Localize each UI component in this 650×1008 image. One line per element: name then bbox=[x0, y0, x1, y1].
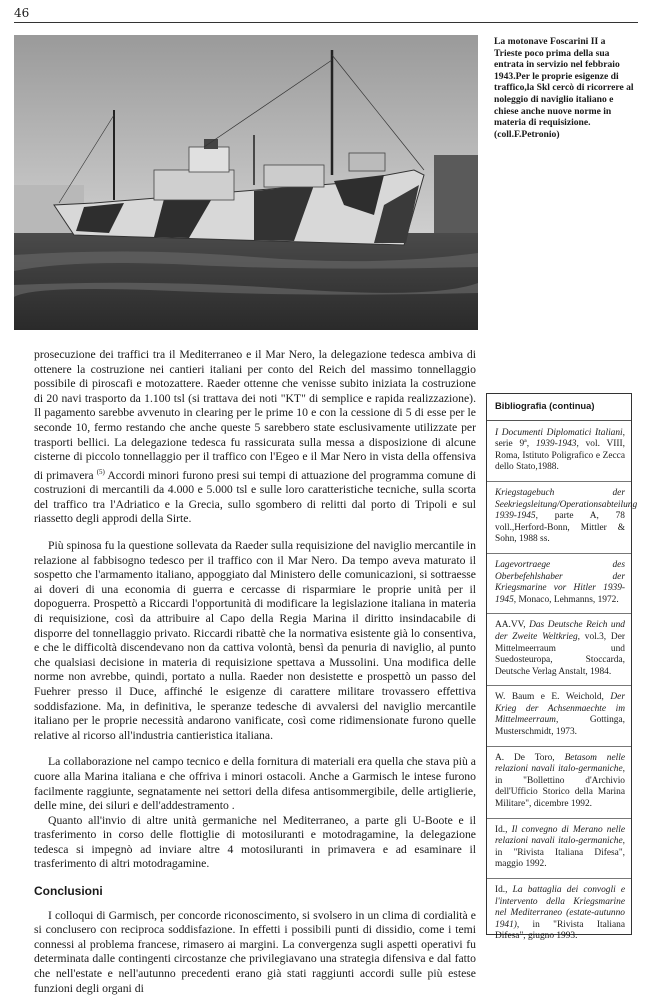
paragraph-2: Più spinosa fu la questione sollevata da Raeder sulla requisizione del naviglio mercantile in relazione al fabbisogno tedesco per il traffico con il Mar Nero. Da tempo aveva maturato il sospetto che l'armamento italiano, appoggiato dal Ministero delle comunicazioni, si sottraesse ai doveri di una economia di guerra e cercasse di risparmiare le proprie unità per il dopoguerra. Prospettò a Riccardi l'opportunità di modificare la legislazione italiana in materia di requisizione, così da attribuire al Capo della Regia Marina il diritto insindacabile di disporre del tonnellaggio privato. Riccardi ribattè che la normativa esistente già lo consentiva, e che le difficoltà discendevano non da cattiva volontà, bensì da penuria di naviglio, al punto che qualsiasi decisione in materia di requisizione spettava a Mussolini. Una modifica delle norme non avrebbe, quindi, portato a nulla. Raeder non desistette e prospettò un passo del Fuehrer presso il Duce, affinché le esigenze di carattere militare trovassero effettiva soddisfazione. Ma, in definitiva, le speranze tedesche di avvalersi del naviglio mercantile italiano per le proprie necessità andarono vanificate, così come ridimensionate furono quelle relative al ricorso all'industria cantieristica italiana. bbox=[34, 539, 476, 742]
entry-title: Il convegno di Merano nelle relazioni navali italo-germaniche bbox=[495, 824, 626, 847]
entry-separator bbox=[487, 613, 631, 614]
entry-title: I Documenti Diplomatici Italiani bbox=[495, 427, 623, 438]
entry-text: A. De Toro, bbox=[495, 752, 565, 763]
bibliography-title: Bibliografia (continua) bbox=[495, 400, 595, 411]
paragraph-1 bbox=[34, 348, 476, 527]
entry-text: , in "Bollettino d'Archivio dell'Ufficio Storico della Marina Militare", dicembre 1992. bbox=[495, 764, 625, 810]
entry-title: Der Krieg der Achsenmaechte im Mittelmeerraum bbox=[495, 692, 625, 726]
entry-title: Das Deutsche Reich und der Zweite Weltkrieg bbox=[495, 620, 625, 642]
page-number: 46 bbox=[14, 6, 30, 20]
paragraph-1-text: prosecuzione dei traffici tra il Mediterraneo e il Mar Nero, la delegazione tedesca ambiva di ottenere la costruzione nei cantieri italiani per conto del Reich del massimo tonnellaggio possibile di piroscafi e motozattere. Raeder ottenne che venisse subito iniziata la costruzione di 20 navi trasporto da 1.100 tsl (si trattava dei noti "KT" di semplice e rapida realizzazione). Il pagamento sarebbe avvenuto in clearing per le prime 10 e con la cessione di 5 di esse per le seconde 10, fermo restando che anche queste 5 sarebbero state esclusivamente utilizzate per trasporti bellici. La delegazione tedesca fu rassicurata sulla messa a disposizione di alcune cisterne di piccolo tonnellaggio per il traffico con l'Egeo e il Mar Nero in vista della offensiva di primavera bbox=[34, 348, 476, 482]
entry-text: Id., bbox=[495, 885, 513, 895]
bibliography-entry bbox=[495, 620, 625, 678]
ship-photo bbox=[14, 35, 478, 330]
entry-title: Lagevortraege des Oberbefehlshaber der Kriegsmarine vor Hitler 1939-1945 bbox=[495, 559, 625, 605]
header-rule bbox=[14, 22, 638, 23]
entry-text: , parte A, 78 voll.,Herford-Bonn, Mittler & Sohn, 1988 ss. bbox=[495, 511, 625, 545]
entry-text: , in "Rivista Italiana Difesa", maggio 1992. bbox=[495, 836, 625, 870]
entry-text: W. Baum e E. Weichold, bbox=[495, 692, 611, 703]
entry-title: 1939-1943 bbox=[535, 439, 577, 450]
bibliography-entry bbox=[495, 692, 625, 738]
entry-separator bbox=[487, 685, 631, 686]
entry-separator bbox=[487, 818, 631, 819]
paragraph-1-tail: Accordi minori furono presi sui tempi di attuazione del programma comune di costruzioni di mercantili da 4.000 e 5.000 tsl e sulle loro caratteristiche tecniche, sulla scorta del traffico tra l'Adriatico e la Grecia, sullo sgombero di relitti dal porto di Tripoli e sul riassetto degli approdi della Sirte. bbox=[34, 468, 476, 526]
entry-text: , serie 9ª, bbox=[495, 427, 625, 450]
bibliography-entry bbox=[495, 885, 625, 943]
entry-separator bbox=[487, 553, 631, 554]
bibliography-rule bbox=[487, 420, 631, 421]
entry-text: Id., bbox=[495, 824, 512, 835]
article-body bbox=[34, 348, 476, 1008]
bibliography-box bbox=[486, 393, 638, 942]
section-heading: Conclusioni bbox=[34, 884, 103, 899]
entry-text: , Monaco, Lehmanns, 1972. bbox=[513, 594, 619, 605]
paragraph-5: I colloqui di Garmisch, per concorde riconoscimento, si svolsero in un clima di cordialità e si conclusero con reciproca soddisfazione. In effetti i possibili punti di dissidio, come i temi connessi al problema francese, rimasero ai margini. La convergenza sugli aspetti operativi fu determinata dalle contingenti circostanze che privilegiavano una strategia difensiva e dal fatto che nell'estate e nell'autunno precedenti erano già stati raggiunti accordi sulle più estese funzioni degli organi di bbox=[34, 908, 476, 995]
bibliography-entry bbox=[495, 825, 625, 871]
entry-text: AA.VV, bbox=[495, 620, 530, 631]
bibliography-entries bbox=[495, 427, 638, 943]
entry-title: La battaglia dei convogli e l'intervento della Kriegsmarine nel Mediterraneo (estate-autunno 1941) bbox=[495, 885, 626, 930]
bibliography-entry bbox=[495, 487, 638, 546]
photo-caption: La motonave Foscarini II a Trieste poco prima della sua entrata in servizio nel febbraio 1943.Per le proprie esigenze di traffico,la Skl cercò di ricorrere al noleggio di naviglio italiano e chiese anche nuove norme in materia di requisizione. (coll.F.Petronio) bbox=[494, 36, 634, 140]
bibliography-entry bbox=[495, 428, 625, 474]
entry-separator bbox=[487, 746, 631, 747]
entry-separator bbox=[487, 481, 631, 482]
bibliography-entry bbox=[495, 753, 625, 811]
entry-title: Betasom nelle relazioni navali italo-germaniche bbox=[495, 752, 625, 775]
entry-text: , Gottinga, Musterschmidt, 1973. bbox=[495, 715, 625, 738]
entry-separator bbox=[487, 878, 631, 879]
entry-text: , in "Rivista Italiana Difesa", giugno 1993. bbox=[495, 919, 625, 942]
entry-text: , vol. VIII, Roma, Istituto Poligrafico e Zecca dello Stato,1988. bbox=[495, 439, 625, 473]
entry-title: Kriegstagebuch der Seekriegsleitung/Operationsabteilung 1939-1945 bbox=[495, 487, 638, 522]
bibliography-entry bbox=[495, 560, 625, 606]
paragraph-3: La collaborazione nel campo tecnico e della fornitura di materiali era quella che stava più a cuore alla Marina italiana e che offriva i minori ostacoli. Anche a Garmisch le intese furono facilmente raggiunte, segnatamente nei settori della difesa antisommergibile, delle artiglierie, delle mine, dei siluri e dell'addestramento . bbox=[34, 755, 476, 813]
entry-text: , vol.3, Der Mittelmeerraum und Suedosteuropa, Stoccarda, Deutsche Verlag Anstalt, 1984. bbox=[495, 631, 625, 677]
footnote-marker: (5) bbox=[96, 467, 105, 476]
paragraph-4: Quanto all'invio di altre unità germaniche nel Mediterraneo, a parte gli U-Boote e il trasferimento in corso delle flottiglie di motosiluranti e motodragamine, la delegazione tedesca si impegnò ad inviare altre 4 motosiluranti in primavera e ad esaminare il trasferimento di altri motodragamine. bbox=[34, 813, 476, 871]
